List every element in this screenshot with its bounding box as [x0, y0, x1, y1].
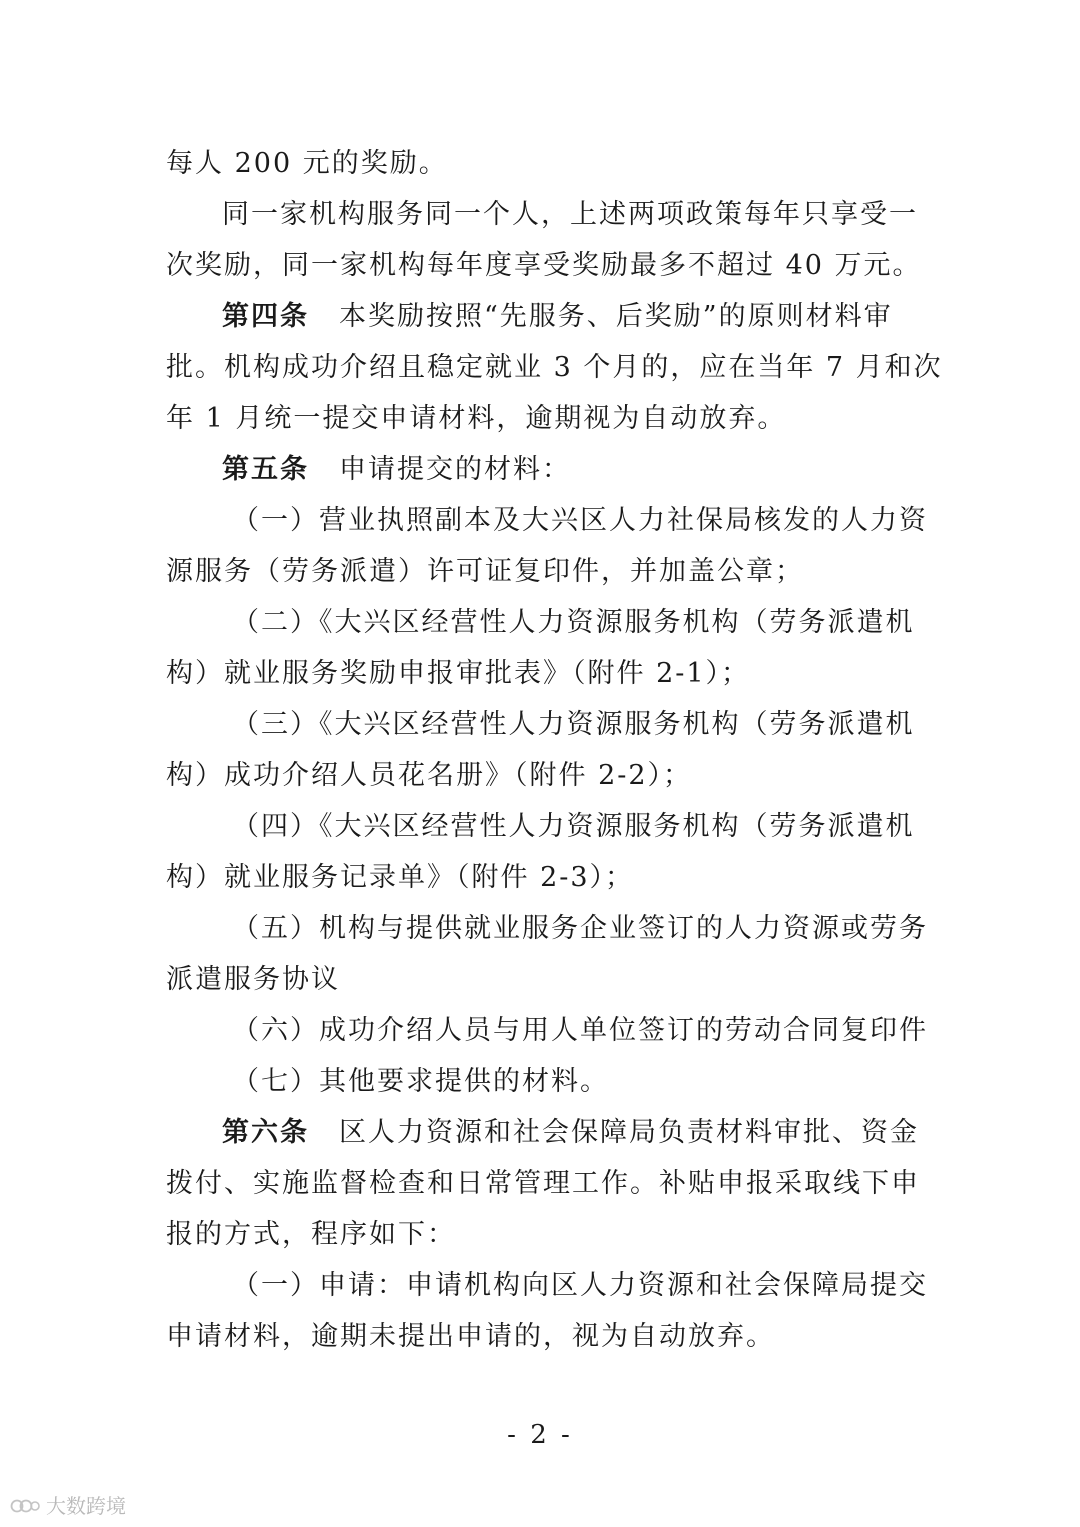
page-number: - 2 -: [507, 1420, 573, 1450]
line-text: （一）申请：申请机构向区人力资源和社会保障局提交: [232, 1270, 928, 1301]
text-line: [166, 1209, 918, 1260]
line-text: 批。机构成功介绍且稳定就业 3 个月的，应在当年 7 月和次: [166, 352, 943, 383]
text-line: [166, 648, 918, 699]
line-text: （六）成功介绍人员与用人单位签订的劳动合同复印件: [232, 1015, 928, 1046]
line-text: 拨付、实施监督检查和日常管理工作。补贴申报采取线下申: [166, 1168, 920, 1199]
text-line: [166, 903, 928, 954]
line-text: 年 1 月统一提交申请材料，逾期视为自动放弃。: [166, 403, 787, 434]
line-text: 区人力资源和社会保障局负责材料审批、资金: [339, 1117, 919, 1148]
watermark: [10, 1490, 126, 1519]
document-body: [166, 138, 943, 1362]
line-text: （三）《大兴区经营性人力资源服务机构（劳务派遣机: [232, 709, 915, 740]
text-line: [166, 444, 918, 495]
line-text: 每人 200 元的奖励。: [166, 148, 448, 179]
text-line: [166, 597, 918, 648]
line-text: 同一家机构服务同一个人，上述两项政策每年只享受一: [222, 199, 918, 230]
text-line: [166, 1260, 928, 1311]
text-line: [166, 1158, 918, 1209]
text-line: [166, 495, 928, 546]
text-line: [166, 138, 918, 189]
line-text: 源服务（劳务派遣）许可证复印件，并加盖公章；: [166, 556, 804, 587]
text-line: [166, 1005, 928, 1056]
text-line: [166, 342, 943, 393]
line-text: 构）成功介绍人员花名册》（附件 2-2）；: [166, 760, 693, 791]
text-line: [166, 852, 918, 903]
line-text: （四）《大兴区经营性人力资源服务机构（劳务派遣机: [232, 811, 915, 842]
watermark-text: 大数跨境: [46, 1494, 126, 1518]
text-line: [166, 1056, 918, 1107]
text-line: [166, 699, 918, 750]
line-text: 申请提交的材料：: [339, 454, 571, 485]
article-label: 第六条: [222, 1117, 309, 1148]
text-line: [166, 801, 918, 852]
text-line: [166, 240, 922, 291]
line-text: 派遣服务协议: [166, 964, 340, 995]
text-line: [166, 750, 918, 801]
article-label: 第四条: [222, 301, 309, 332]
line-text: 次奖励，同一家机构每年度享受奖励最多不超过 40 万元。: [166, 250, 922, 281]
line-text: 申请材料，逾期未提出申请的，视为自动放弃。: [166, 1321, 775, 1352]
text-line: [166, 546, 918, 597]
line-text: （二）《大兴区经营性人力资源服务机构（劳务派遣机: [232, 607, 915, 638]
line-text: （一）营业执照副本及大兴区人力社保局核发的人力资: [232, 505, 928, 536]
text-line: [166, 1311, 918, 1362]
line-text: 本奖励按照“先服务、后奖励”的原则材料审: [339, 301, 893, 332]
text-line: [166, 189, 918, 240]
text-line: [166, 393, 918, 444]
text-line: [166, 954, 918, 1005]
line-text: 构）就业服务奖励申报审批表》（附件 2-1）；: [166, 658, 751, 689]
text-line: [166, 1107, 918, 1158]
logo-icon: [10, 1494, 40, 1516]
line-text: 构）就业服务记录单》（附件 2-3）；: [166, 862, 635, 893]
line-text: （五）机构与提供就业服务企业签订的人力资源或劳务: [232, 913, 928, 944]
line-text: 报的方式，程序如下：: [166, 1219, 456, 1250]
article-label: 第五条: [222, 454, 309, 485]
line-text: （七）其他要求提供的材料。: [232, 1066, 609, 1097]
text-line: [166, 291, 918, 342]
